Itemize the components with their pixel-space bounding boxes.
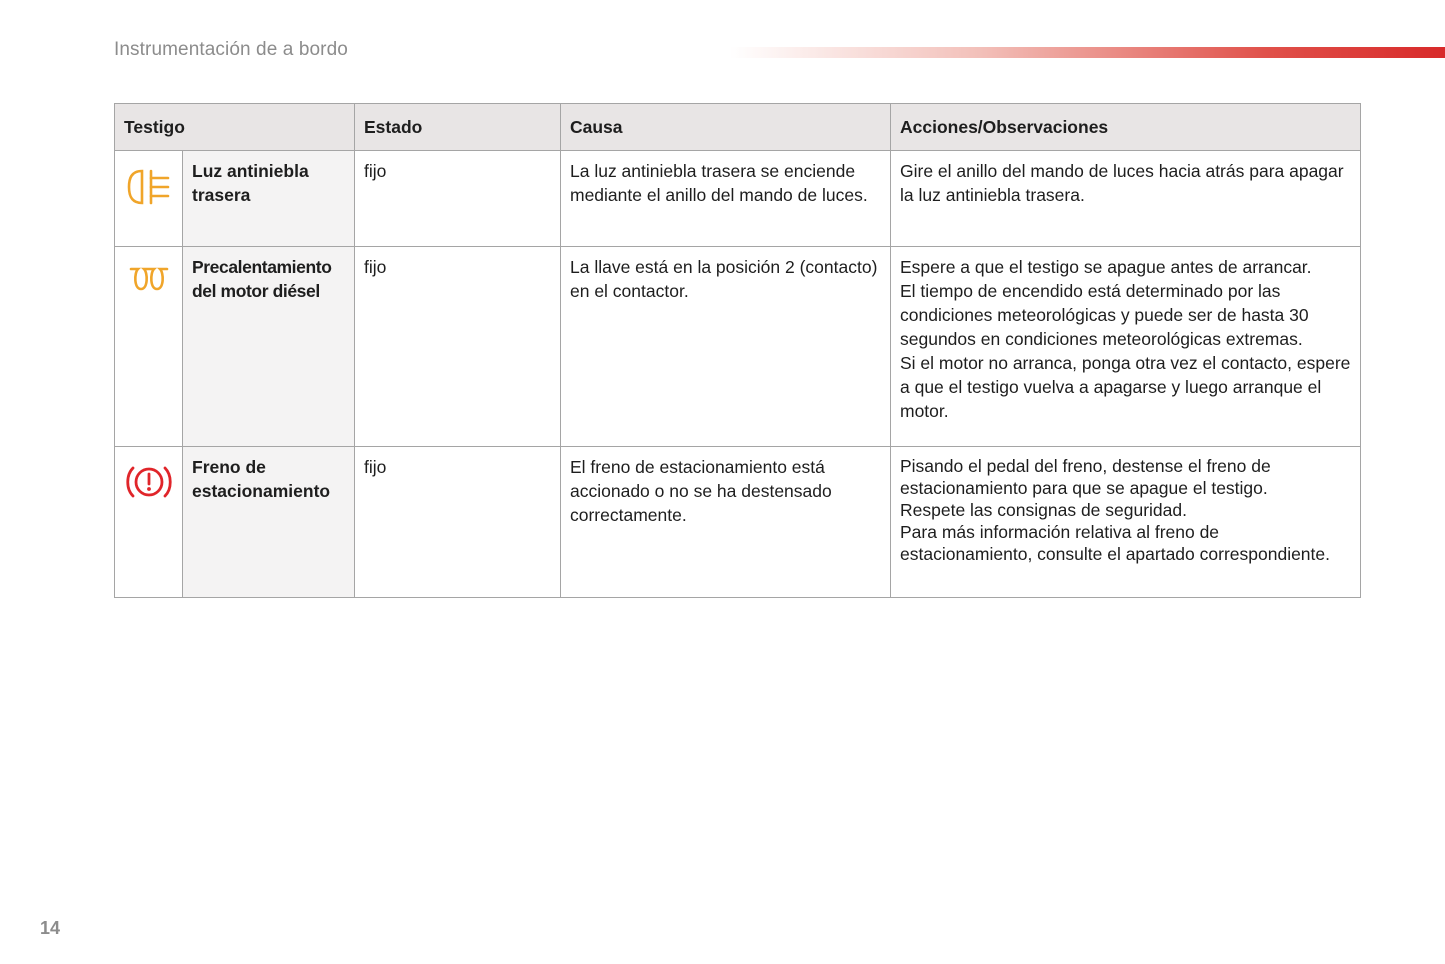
- rear-fog-light-icon: [126, 167, 172, 207]
- column-header-estado: Estado: [355, 104, 561, 151]
- icon-cell: [115, 151, 183, 247]
- warning-cause: La luz antiniebla trasera se enciende mediante el anillo del mando de luces.: [561, 151, 891, 247]
- parking-brake-icon: [125, 463, 173, 501]
- table-row: [115, 447, 1361, 598]
- warning-state: fijo: [355, 447, 561, 598]
- action-line: Para más información relativa al freno de estacionamiento, consulte el apartado correspondiente.: [900, 522, 1330, 564]
- warning-cause: La llave está en la posición 2 (contacto) en el contactor.: [561, 247, 891, 447]
- action-line: Espere a que el testigo se apague antes de arrancar.: [900, 257, 1312, 277]
- column-header-causa: Causa: [561, 104, 891, 151]
- diesel-preheat-icon: [129, 263, 169, 295]
- warning-name: Precalentamiento del motor diésel: [183, 247, 355, 447]
- icon-cell: [115, 247, 183, 447]
- table-row: [115, 151, 1361, 247]
- table-header-row: [115, 104, 1361, 151]
- action-line: El tiempo de encendido está determinado por las condiciones meteorológicas y puede ser de hasta 30 segundos en condiciones meteorológicas extremas.: [900, 281, 1309, 349]
- warning-lights-table: [114, 103, 1361, 598]
- table-row: [115, 247, 1361, 447]
- header-accent-bar: [730, 47, 1445, 58]
- column-header-acciones: Acciones/Observaciones: [891, 104, 1361, 151]
- warning-state: fijo: [355, 151, 561, 247]
- warning-state: fijo: [355, 247, 561, 447]
- page-number: 14: [40, 918, 61, 938]
- action-line: Pisando el pedal del freno, destense el freno de estacionamiento para que se apague el testigo.: [900, 456, 1271, 498]
- action-line: Gire el anillo del mando de luces hacia atrás para apagar la luz antiniebla trasera.: [900, 161, 1344, 205]
- warning-actions: [891, 447, 1361, 598]
- action-line: Respete las consignas de seguridad.: [900, 500, 1187, 520]
- warning-cause: El freno de estacionamiento está accionado o no se ha destensado correctamente.: [561, 447, 891, 598]
- action-line: Si el motor no arranca, ponga otra vez el contacto, espere a que el testigo vuelva a apagarse y luego arranque el motor.: [900, 353, 1351, 421]
- warning-name: Freno de estacionamiento: [183, 447, 355, 598]
- section-title: Instrumentación de a bordo: [114, 39, 348, 60]
- icon-cell: [115, 447, 183, 598]
- warning-name: Luz antiniebla trasera: [183, 151, 355, 247]
- warning-actions: [891, 247, 1361, 447]
- column-header-testigo: Testigo: [115, 104, 355, 151]
- warning-actions: [891, 151, 1361, 247]
